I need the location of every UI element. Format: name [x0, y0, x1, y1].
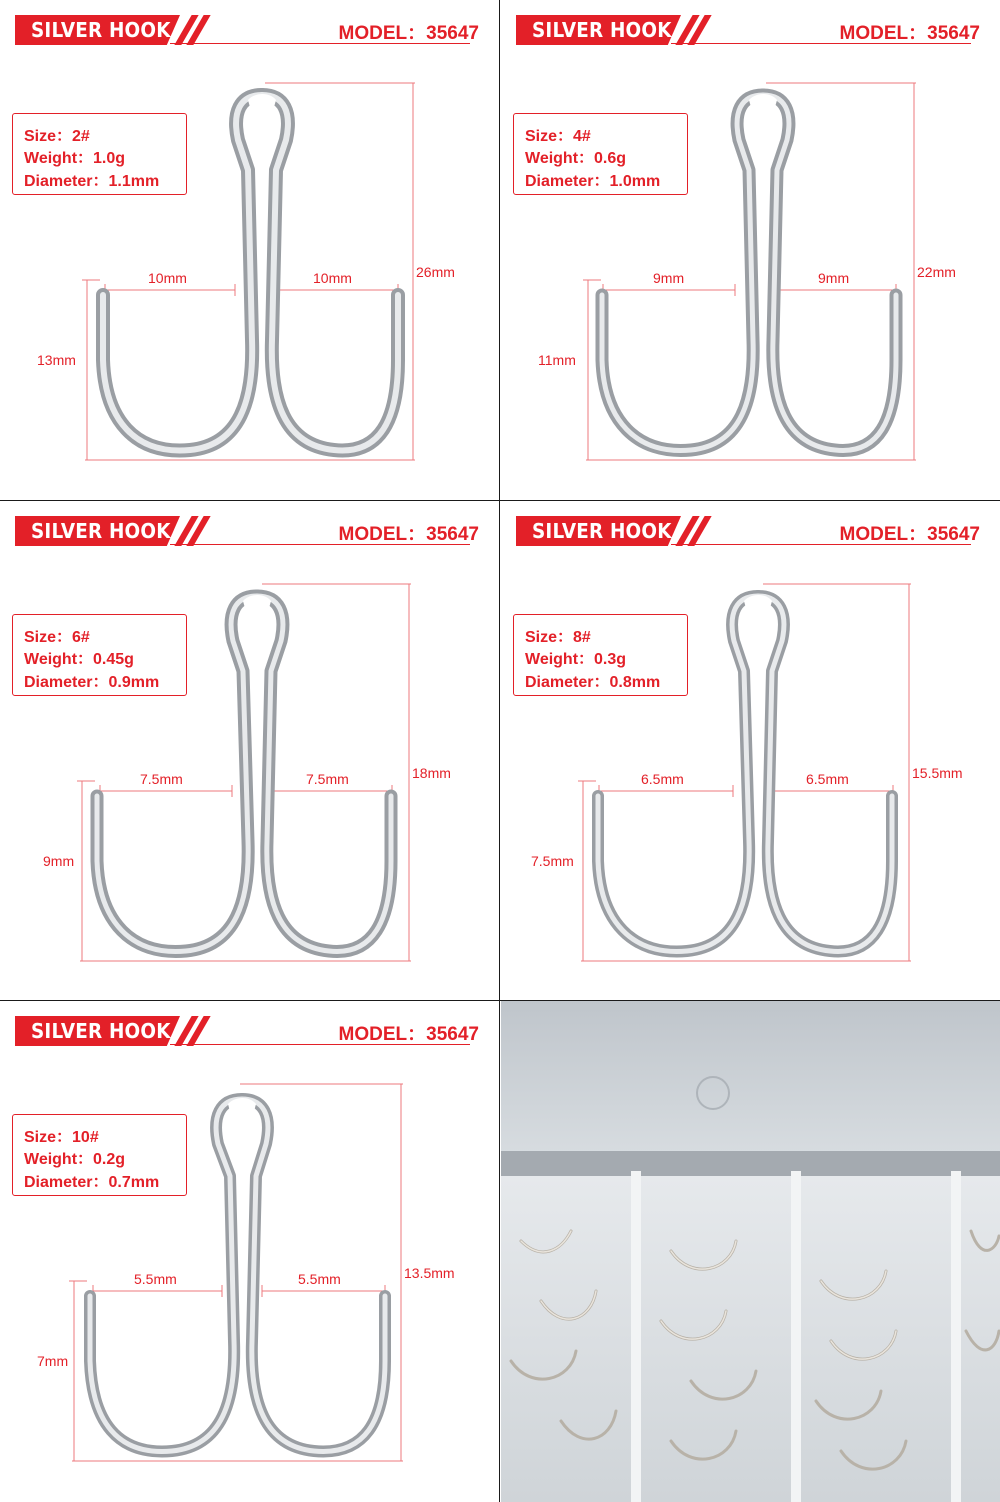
treble-hook-diagram — [0, 501, 499, 1001]
banner-label: SILVER HOOK — [532, 519, 672, 543]
dim-total-length: 15.5mm — [912, 765, 963, 781]
dim-left-span: 7.5mm — [140, 771, 183, 787]
spec-box — [513, 113, 688, 195]
dim-total-length: 18mm — [412, 765, 451, 781]
treble-hook-diagram — [501, 501, 1000, 1001]
hook-panel-size-2 — [0, 0, 500, 500]
hook-panel-size-6 — [0, 501, 500, 1001]
dim-right-span: 5.5mm — [298, 1271, 341, 1287]
spec-weight: Weight：1.0g — [24, 150, 126, 167]
spec-diameter: Diameter：0.9mm — [24, 674, 160, 691]
spec-box — [12, 1114, 187, 1196]
banner-label: SILVER HOOK — [31, 1019, 171, 1043]
spec-diameter: Diameter：0.7mm — [24, 1174, 160, 1191]
spec-size: Size：4# — [525, 128, 591, 145]
dim-hook-height: 11mm — [538, 352, 576, 368]
model-label: MODEL：35647 — [338, 524, 479, 545]
spec-box — [12, 113, 187, 195]
model-label: MODEL：35647 — [338, 1024, 479, 1045]
dim-left-span: 9mm — [653, 270, 685, 286]
spec-box — [12, 614, 187, 696]
spec-diameter: Diameter：1.0mm — [525, 173, 661, 190]
dim-left-span: 10mm — [148, 270, 187, 286]
hook-panel-size-10 — [0, 1001, 500, 1502]
spec-weight: Weight：0.2g — [24, 1151, 126, 1168]
hook-panel-size-8 — [501, 501, 1000, 1001]
model-label: MODEL：35647 — [338, 23, 479, 44]
banner-label: SILVER HOOK — [532, 18, 672, 42]
spec-weight: Weight：0.45g — [24, 651, 134, 668]
hook-panel-size-4 — [501, 0, 1000, 500]
dim-right-span: 10mm — [313, 270, 352, 286]
dim-left-span: 6.5mm — [641, 771, 684, 787]
spec-weight: Weight：0.6g — [525, 150, 627, 167]
dim-hook-height: 7mm — [37, 1353, 69, 1369]
dim-left-span: 5.5mm — [134, 1271, 177, 1287]
spec-diameter: Diameter：0.8mm — [525, 674, 661, 691]
tackle-box-photo — [501, 1001, 1000, 1502]
treble-hook-diagram — [0, 0, 499, 500]
spec-size: Size：2# — [24, 128, 90, 145]
spec-size: Size：6# — [24, 629, 90, 646]
banner-label: SILVER HOOK — [31, 18, 171, 42]
tackle-box-illustration — [501, 1001, 1000, 1502]
dim-total-length: 22mm — [917, 264, 956, 280]
treble-hook-diagram — [0, 1001, 499, 1502]
dim-hook-height: 7.5mm — [531, 853, 574, 869]
dim-right-span: 6.5mm — [806, 771, 849, 787]
dim-hook-height: 9mm — [43, 853, 75, 869]
treble-hook-diagram — [501, 0, 1000, 500]
spec-size: Size：8# — [525, 629, 591, 646]
dim-hook-height: 13mm — [37, 352, 76, 368]
model-label: MODEL：35647 — [839, 23, 980, 44]
spec-diameter: Diameter：1.1mm — [24, 173, 160, 190]
dim-total-length: 26mm — [416, 264, 455, 280]
dim-right-span: 7.5mm — [306, 771, 349, 787]
dim-right-span: 9mm — [818, 270, 850, 286]
banner-label: SILVER HOOK — [31, 519, 171, 543]
model-label: MODEL：35647 — [839, 524, 980, 545]
spec-weight: Weight：0.3g — [525, 651, 627, 668]
dim-total-length: 13.5mm — [404, 1265, 455, 1281]
spec-box — [513, 614, 688, 696]
spec-size: Size：10# — [24, 1129, 99, 1146]
